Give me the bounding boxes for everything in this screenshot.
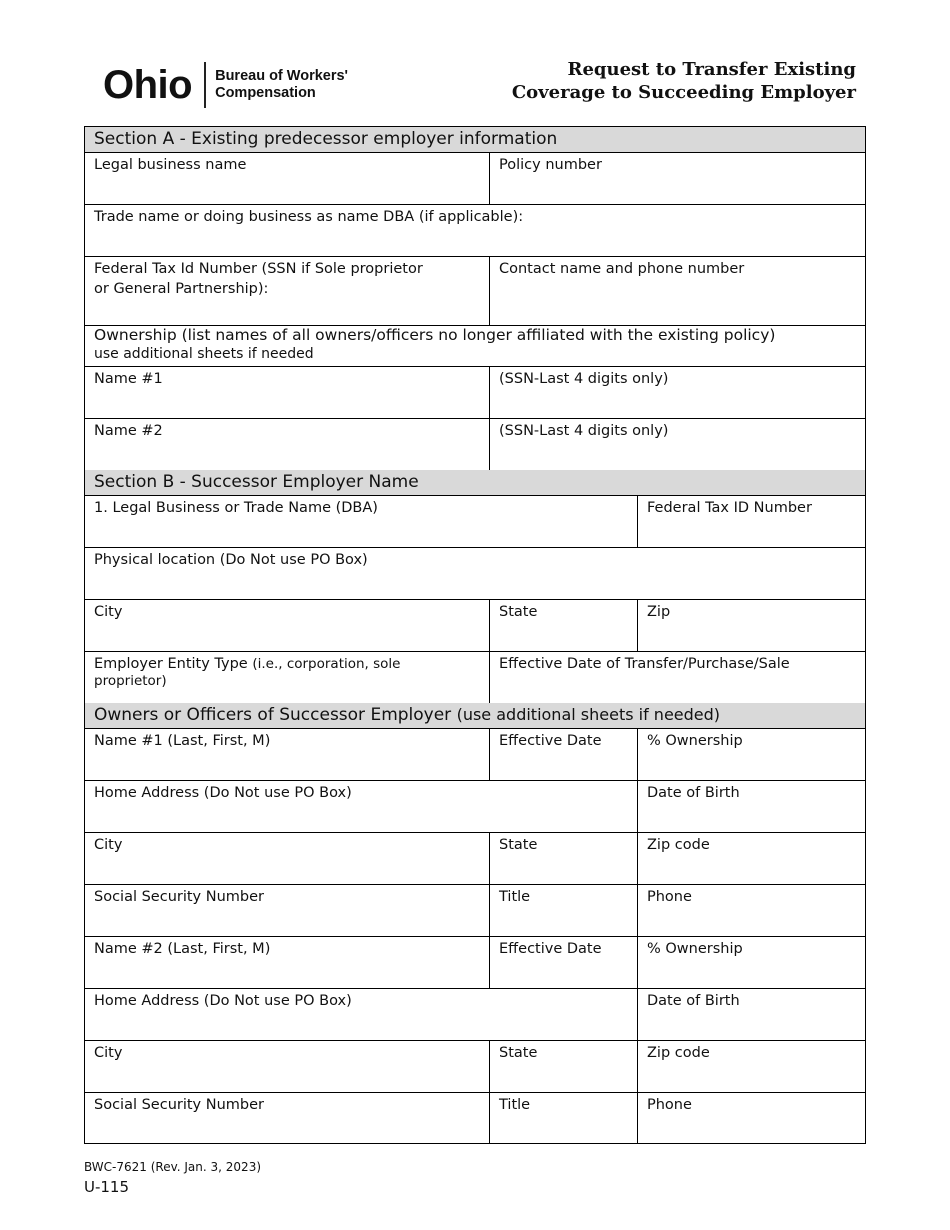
ownership-instructions: Ownership (list names of all owners/officers no longer affiliated with the existing policy) use additional sheets if needed <box>85 326 865 367</box>
successor-zip-field[interactable]: Zip <box>638 600 865 652</box>
owner2-ssn-field[interactable]: Social Security Number <box>85 1093 490 1143</box>
logo-divider <box>204 62 206 108</box>
successor-city-field[interactable]: City <box>85 600 490 652</box>
trade-name-field[interactable]: Trade name or doing business as name DBA (if applicable): <box>85 205 865 257</box>
owner2-state-field[interactable]: State <box>490 1041 638 1093</box>
logo-bureau-text: Bureau of Workers' Compensation <box>215 68 349 101</box>
physical-location-field[interactable]: Physical location (Do Not use PO Box) <box>85 548 865 600</box>
owner1-state-field[interactable]: State <box>490 833 638 885</box>
contact-field[interactable]: Contact name and phone number <box>490 257 865 326</box>
effective-transfer-date-field[interactable]: Effective Date of Transfer/Purchase/Sale <box>490 652 865 704</box>
entity-type-field[interactable]: Employer Entity Type (i.e., corporation, sole proprietor) <box>85 652 490 704</box>
form-title-line2: Coverage to Succeeding Employer <box>511 82 856 103</box>
owner1-city-field[interactable]: City <box>85 833 490 885</box>
form-number: BWC-7621 (Rev. Jan. 3, 2023) <box>84 1160 262 1174</box>
former-owner-ssn-1-field[interactable]: (SSN-Last 4 digits only) <box>490 367 865 419</box>
successor-legal-name-field[interactable]: 1. Legal Business or Trade Name (DBA) <box>85 496 638 548</box>
owner2-home-address-field[interactable]: Home Address (Do Not use PO Box) <box>85 989 638 1041</box>
former-owner-name-2-field[interactable]: Name #2 <box>85 419 490 471</box>
ohio-bwc-logo <box>103 62 348 108</box>
owner1-phone-field[interactable]: Phone <box>638 885 865 937</box>
predecessor-fein-field[interactable]: Federal Tax Id Number (SSN if Sole proprietor or General Partnership): <box>85 257 490 326</box>
policy-number-field[interactable]: Policy number <box>490 153 865 205</box>
owner2-title-field[interactable]: Title <box>490 1093 638 1143</box>
owner1-ssn-field[interactable]: Social Security Number <box>85 885 490 937</box>
owner1-name-field[interactable]: Name #1 (Last, First, M) <box>85 729 490 781</box>
former-owner-ssn-2-field[interactable]: (SSN-Last 4 digits only) <box>490 419 865 471</box>
owner2-phone-field[interactable]: Phone <box>647 1097 692 1113</box>
owner1-title-field[interactable]: Title <box>490 885 638 937</box>
owner1-zip-field[interactable]: Zip code <box>638 833 865 885</box>
section-a-heading: Section A - Existing predecessor employer information <box>85 127 865 153</box>
owner2-ownership-field[interactable]: % Ownership <box>638 937 865 989</box>
successor-fein-field[interactable]: Federal Tax ID Number <box>638 496 865 548</box>
owner2-zip-field[interactable]: Zip code <box>638 1041 865 1093</box>
legal-business-name-field[interactable]: Legal business name <box>85 153 490 205</box>
owner1-ownership-field[interactable]: % Ownership <box>638 729 865 781</box>
owner1-dob-field[interactable]: Date of Birth <box>638 781 865 833</box>
former-owner-name-1-field[interactable]: Name #1 <box>85 367 490 419</box>
logo-ohio-text: Ohio <box>103 63 193 107</box>
form-title <box>512 58 856 104</box>
owner2-city-field[interactable]: City <box>85 1041 490 1093</box>
owner1-home-address-field[interactable]: Home Address (Do Not use PO Box) <box>85 781 638 833</box>
form-title-line1: Request to Transfer Existing <box>567 59 856 80</box>
owner2-dob-field[interactable]: Date of Birth <box>638 989 865 1041</box>
owner1-effective-date-field[interactable]: Effective Date <box>490 729 638 781</box>
owners-heading: Owners or Officers of Successor Employer (use additional sheets if needed) <box>85 703 865 729</box>
successor-state-field[interactable]: State <box>490 600 638 652</box>
form-code: U-115 <box>84 1178 130 1196</box>
owner2-name-field[interactable]: Name #2 (Last, First, M) <box>85 937 490 989</box>
transfer-form <box>84 126 866 1144</box>
owner2-effective-date-field[interactable]: Effective Date <box>490 937 638 989</box>
section-b-heading: Section B - Successor Employer Name <box>85 470 865 496</box>
